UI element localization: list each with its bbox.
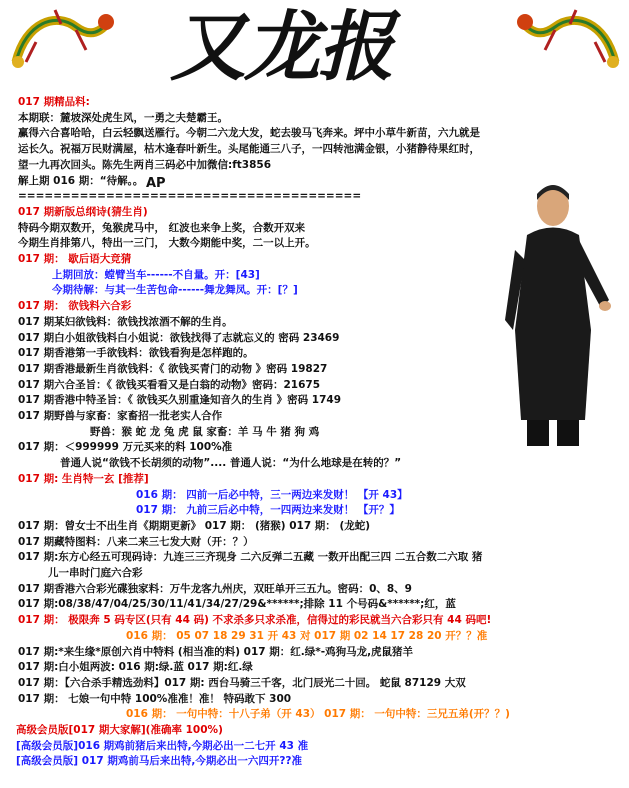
text-line: 017 期：【六合杀手精选劲料】017 期: 西台马骑三千客，北门辰光二十回。 蛇鼠 87129 大双 <box>18 676 466 689</box>
text-line: 017 期： 欲钱料六合彩 <box>18 300 132 313</box>
text-line: 望一九再次回头。陈先生两肖三码必中加微信:ft3856 <box>18 158 272 171</box>
text-line: 017 期精品料: <box>18 96 90 108</box>
text-line: 017 期某妇欲钱料：欲钱找浓酒不解的生肖。 <box>18 315 233 328</box>
text-line: 017 期:东方心经五可现码诗：九连三三齐现身 二六反弹二五藏 一数开出配三四 二五合数二六取 猪 <box>18 551 483 564</box>
text-line: 017 期：曾女士不出生肖《期期更新》 017 期： (猪猴) 017 期： (龙蛇) <box>18 519 371 532</box>
page-title: 又龙报 <box>170 2 392 91</box>
text-line: 本期联：麓坡深处虎生风，一勇之夫楚霸王。 <box>18 111 228 124</box>
text-line: 017 期六合圣旨：《 欲钱买看看又是白翁的动物》密码：21675 <box>18 378 321 391</box>
text-line: 016 期： 05 07 18 29 31 开 43 对 017 期 02 14 17 28 20 开？？准 <box>126 629 488 642</box>
ap-mark: AP <box>146 176 166 191</box>
text-line: 017 期： 歇后语大竞猜 <box>18 253 132 265</box>
text-line: 运长久。祝福万民财满屋，枯木逢春叶新生。头尾能通三八子，一四转池满金银，小猪静待果红时， <box>18 143 480 156</box>
text-line: [高级会员版] 017 期鸡前马后来出特,今期必出一六四开??准 <box>16 755 302 768</box>
text-line: 017 期新版总纲诗(猜生肖) <box>18 205 148 218</box>
text-line: 特码今期双数开，兔猴虎马中， 红波也来争上奖，合数开双来 <box>18 221 306 234</box>
text-line: [高级会员版]016 期鸡前猪后来出特,今期必出一二七开 43 准 <box>16 739 309 752</box>
text-line: 017 期香港中特圣旨：《 欲钱买久别重逢知音久的生肖 》密码 1749 <box>18 394 342 407</box>
text-line: 017 期: 生肖特一玄 [推荐] <box>18 472 149 485</box>
dragon-right-icon <box>515 2 625 80</box>
text-line: 017 期香港第一手欲钱料：欲钱看狗是怎样跑的。 <box>18 347 254 360</box>
text-line: 017 期： 九前三后必中特，一四两边来发财！ 【开？】 <box>136 504 400 517</box>
text-line: 017 期： 七娘一句中特 100%准准！准！ 特码敢下 300 <box>18 692 292 705</box>
text-line: 017 期:08/38/47/04/25/30/11/41/34/27/29&******;排除 11 个号码&******;红，蓝 <box>18 598 456 611</box>
text-line: 016 期： 一句中特：十八子弟（开 43） 017 期： 一句中特：三兄五弟(开？？) <box>126 708 510 721</box>
text-line: 017 期野兽与家畜：家畜招一批老实人合作 <box>18 410 223 422</box>
text-line: 016 期： 四前一后必中特，三一两边来发财！ 【开 43】 <box>136 488 408 501</box>
text-line: 赢得六合喜哈哈，白云轻飘送雁行。今朝二六龙大发，蛇去骏马飞奔来。坪中小草牛新苗，六九就是 <box>18 127 480 140</box>
dragon-left-icon <box>6 2 116 80</box>
person-figure-icon <box>505 180 617 450</box>
text-line: 017 期：＜999999 万元买来的料 100%准 <box>18 441 233 454</box>
text-line: 上期回放：螳臂当车------不自量。开：[43] <box>52 268 260 281</box>
text-line: 017 期:*来生缘*原创六肖中特料 (相当准的料) 017 期：红.绿*-鸡狗马龙,虎鼠猪羊 <box>18 645 414 658</box>
text-line: 017 期:白小姐两波: 016 期:绿.蓝 017 期:红.绿 <box>18 661 253 674</box>
text-line: 今期生肖排第八，特出一三门， 大数今期能中奖，二一以上开。 <box>18 237 316 250</box>
text-line: 野兽：猴 蛇 龙 兔 虎 鼠 家畜：羊 马 牛 猪 狗 鸡 <box>90 425 320 438</box>
text-line: 普通人说“欲钱不长胡须的动物”.... 普通人说：“为什么地球是在转的？” <box>60 457 402 470</box>
text-line: 今期待解：与其一生苦包命------舞龙舞凤。开：[？] <box>52 284 298 297</box>
text-line: 解上期 016 期：“待解。。 <box>18 174 144 187</box>
text-line: 017 期香港最新生肖欲钱料：《 欲钱买青门的动物 》密码 19827 <box>18 362 328 375</box>
text-line: 高级会员版[017 期大家解](准确率 100%) <box>16 724 223 736</box>
text-line: 017 期白小姐欲钱料白小姐说：欲钱找得了志就忘义的 密码 23469 <box>18 331 340 344</box>
text-line: ======================================= <box>18 190 362 203</box>
text-line: 儿一串时门庭六合彩 <box>48 567 143 579</box>
text-line: 017 期藏特图料：八来二来三七发大财（开：？） <box>18 535 254 548</box>
text-line: 017 期香港六合彩光碟独家料：万牛龙客九州庆，双旺单开三五九。密码：0、8、9 <box>18 582 412 595</box>
text-line: 017 期： 极限奔 5 码专区(只有 44 码) 不求杀多只求杀准，信得过的彩民就当六合彩只有 44 码吧! <box>18 614 492 627</box>
